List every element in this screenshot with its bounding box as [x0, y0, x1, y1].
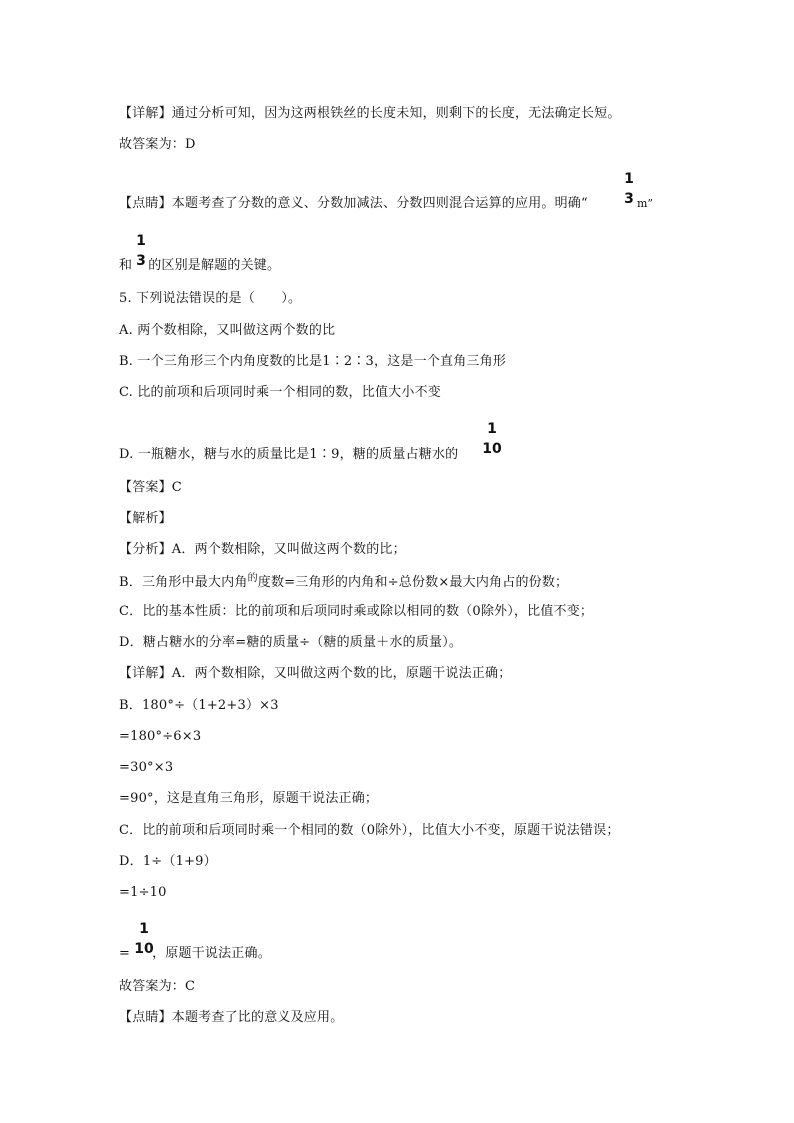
- analysis-line-d: D．糖占糖水的分率=糖的质量÷（糖的质量＋水的质量）。: [119, 635, 463, 650]
- calc-line-5: D．1÷（1+9）: [119, 854, 217, 869]
- analysis-b-part1: B．三角形中最大内角: [119, 575, 248, 590]
- calc-line-7-rest: ，原题干说法正确。: [152, 946, 271, 961]
- equals-sign: =: [119, 946, 131, 961]
- calc-line-2: =180°÷6×3: [119, 729, 202, 744]
- answer-line-1: 故答案为：D: [119, 137, 196, 152]
- comment-text: 【点睛】本题考查了分数的意义、分数加减法、分数四则混合运算的应用。明确: [119, 196, 582, 211]
- fraction-denominator: 3: [136, 253, 146, 269]
- explanation-line-1: 【详解】通过分析可知，因为这两根铁丝的长度未知，则剩下的长度，无法确定长短。: [119, 106, 621, 121]
- comment-line-1: [119, 196, 588, 212]
- detail-line-c: C．比的前项和后项同时乘一个相同的数（0除外），比值大小不变，原题干说法错误；: [119, 823, 620, 838]
- he-text: 和: [119, 258, 133, 273]
- comment-line-2: [119, 258, 280, 274]
- analysis-b-part2: 度数=三角形的内角和÷总份数×最大内角占的份数；: [257, 575, 569, 590]
- analysis-line-b: [119, 575, 568, 592]
- fraction-numerator: 1: [136, 233, 146, 249]
- answer-tag: 【答案】C: [119, 480, 182, 495]
- analysis-line-a: 【分析】A．两个数相除，又叫做这两个数的比；: [119, 542, 406, 557]
- option-c: C. 比的前项和后项同时乘一个相同的数，比值大小不变: [119, 385, 441, 400]
- calc-line-3: =30°×3: [119, 760, 174, 775]
- fraction-one-third-a: [622, 172, 636, 207]
- calc-line-4: =90°，这是直角三角形，原题干说法正确；: [119, 791, 379, 806]
- analysis-b-superscript: 的: [247, 573, 258, 584]
- fraction-one-tenth-a: [482, 422, 502, 457]
- fraction-numerator: 1: [624, 171, 634, 187]
- option-b: B. 一个三角形三个内角度数的比是1∶2∶3，这是一个直角三角形: [119, 354, 507, 369]
- option-d: D. 一瓶糖水，糖与水的质量比是1∶9，糖的质量占糖水的: [119, 447, 459, 462]
- analysis-tag: 【解析】: [119, 511, 172, 526]
- comment-rest: 的区别是解题的关键。: [148, 258, 281, 273]
- calc-line-1: B．180°÷（1+2+3）×3: [119, 698, 279, 713]
- fraction-denominator: 3: [624, 191, 634, 207]
- fraction-denominator: 10: [134, 941, 154, 957]
- answer-line-2: 故答案为：C: [119, 979, 196, 994]
- comment-line-final: 【点睛】本题考查了比的意义及应用。: [119, 1010, 344, 1025]
- question-title: 5. 下列说法错误的是（ ）。: [119, 291, 302, 306]
- calc-line-7: [119, 946, 271, 962]
- detail-line-a: 【详解】A．两个数相除，又叫做这两个数的比，原题干说法正确；: [119, 666, 512, 681]
- unit-meter-quote: m”: [637, 197, 654, 210]
- calc-line-6: =1÷10: [119, 885, 167, 900]
- fraction-numerator: 1: [487, 421, 497, 437]
- fraction-denominator: 10: [482, 441, 502, 457]
- option-a: A. 两个数相除，又叫做这两个数的比: [119, 323, 336, 338]
- fraction-numerator: 1: [139, 921, 149, 937]
- open-quote: “: [581, 196, 588, 211]
- analysis-line-c: C．比的基本性质：比的前项和后项同时乘或除以相同的数（0除外），比值不变；: [119, 604, 594, 619]
